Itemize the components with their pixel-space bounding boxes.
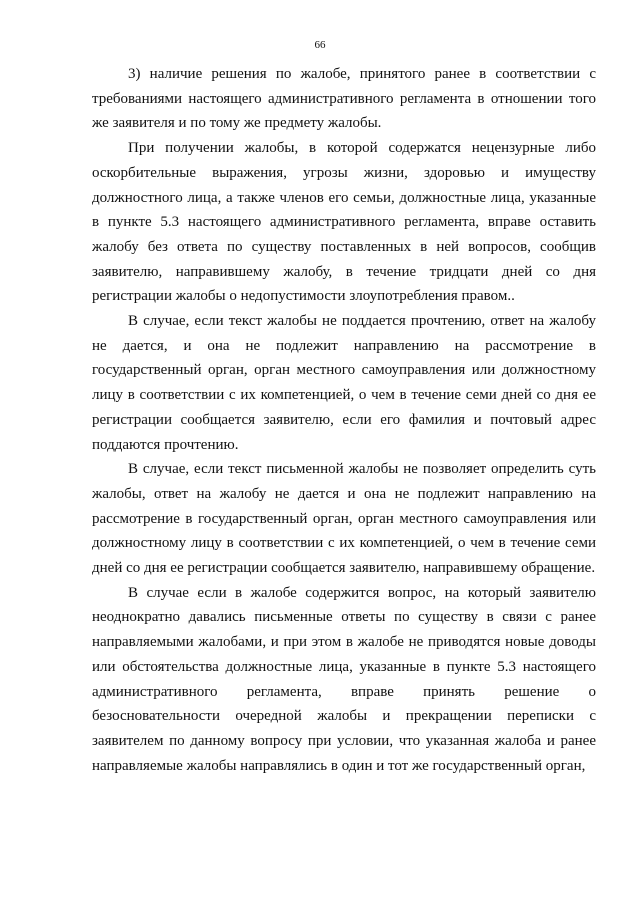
paragraph-unreadable-complaint: В случае, если текст жалобы не поддается прочтению, ответ на жалобу не дается, и она не подлежит направлению на рассмотрение в государственный орган, орган местного самоуправления или должностному лицу в соответствии с их компетенцией, о чем в течение семи дней со дня ее регистрации сообщается заявителю, если его фамилия и почтовый адрес поддаются прочтению.	[92, 313, 596, 453]
paragraph-undefined-essence: В случае, если текст письменной жалобы не позволяет определить суть жалобы, ответ на жалобу не дается и она не подлежит направлению на рассмотрение в государственный орган, орган местного самоуправления или должностному лицу в соответствии с их компетенцией, о чем в течение семи дней со дня ее регистрации сообщается заявителю, направившему обращение.	[92, 461, 596, 577]
paragraph-grounds-item-3: 3) наличие решения по жалобе, принятого ранее в соответствии с требованиями настоящего административного регламента в отношении того же заявителя и по тому же предмету жалобы.	[92, 66, 596, 132]
document-body	[92, 62, 596, 778]
paragraph-repeated-complaint: В случае если в жалобе содержится вопрос, на который заявителю неоднократно давались письменные ответы по существу в связи с ранее направляемыми жалобами, и при этом в жалобе не приводятся новые доводы или обстоятельства должностные лица, указанные в пункте 5.3 настоящего административного регламента, вправе принять решение о безосновательности очередной жалобы и прекращении переписки с заявителем по данному вопросу при условии, что указанная жалоба и ранее направляемые жалобы направлялись в один и тот же государственный орган,	[92, 584, 596, 774]
page-number: 66	[314, 39, 326, 51]
paragraph-offensive-complaint: При получении жалобы, в которой содержатся нецензурные либо оскорбительные выражения, угрозы жизни, здоровью и имуществу должностного лица, а также членов его семьи, должностные лица, указанные в пункте 5.3 настоящего административного регламента, вправе оставить жалобу без ответа по существу поставленных в ней вопросов, сообщив заявителю, направившему жалобу, в течение тридцати дней со дня регистрации жалобы о недопустимости злоупотребления правом..	[92, 140, 596, 305]
